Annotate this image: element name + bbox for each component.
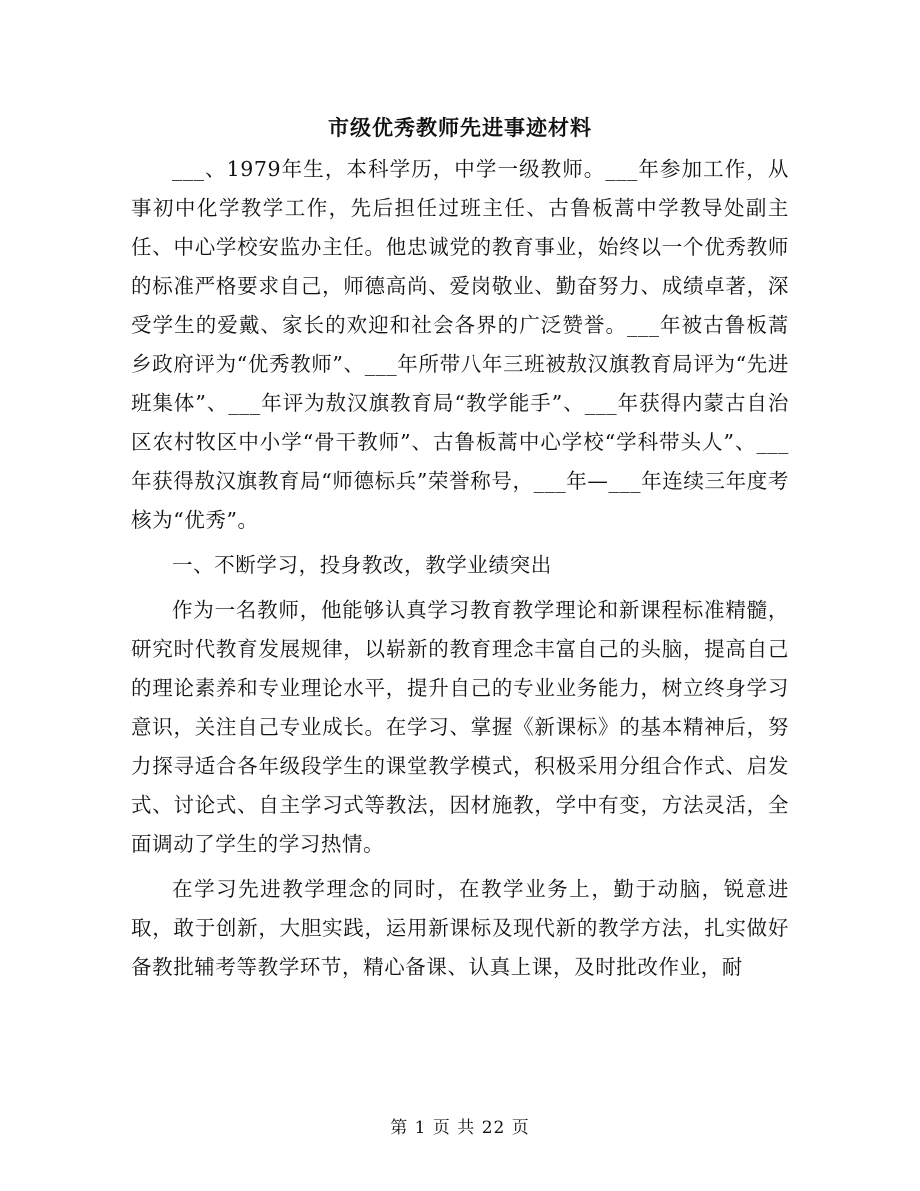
document-title: 市级优秀教师先进事迹材料 (328, 115, 592, 140)
section-heading-1: 一、不断学习，投身教改，教学业绩突出 (172, 553, 552, 577)
page-footer (0, 1113, 920, 1138)
page-number-text: 第 1 页 共 22 页 (390, 1118, 530, 1138)
paragraph-intro: ___、1979年生，本科学历，中学一级教师。___年参加工作，从事初中化学教学工作，先后担任过班主任、古鲁板蒿中学教导处副主任、中心学校安监办主任。他忠诚党的教育事业，始终以一个优秀教师的标准严格要求自己，师德高尚、爱岗敬业、勤奋努力、成绩卓著，深受学生的爱戴、家长的欢迎和社会各界的广泛赞誉。___年被古鲁板蒿乡政府评为“优秀教师”、___年所带八年三班被敖汉旗教育局评为“先进班集体”、___年评为敖汉旗教育局“教学能手”、___年获得内蒙古自治区农村牧区中小学“骨干教师”、古鲁板蒿中心学校“学科带头人”、___年获得敖汉旗教育局“师德标兵”荣誉称号，___年—___年连续三年度考核为“优秀”。 (131, 157, 789, 532)
paragraph-learning: 作为一名教师，他能够认真学习教育教学理论和新课程标准精髓，研究时代教育发展规律，以崭新的教育理念丰富自己的头脑，提高自己的理论素养和专业理论水平，提升自己的专业业务能力，树立终身学习意识，关注自己专业成长。在学习、掌握《新课标》的基本精神后，努力探寻适合各年级段学生的课堂教学模式，积极采用分组合作式、启发式、讨论式、自主学习式等教法，因材施教，学中有变，方法灵活，全面调动了学生的学习热情。 (131, 598, 789, 856)
document-body (131, 150, 789, 987)
paragraph-teaching: 在学习先进教学理念的同时，在教学业务上，勤于动脑，锐意进取，敢于创新，大胆实践，运用新课标及现代新的教学方法，扎实做好备教批辅考等教学环节，精心备课、认真上课，及时批改作业，耐 (131, 877, 789, 979)
